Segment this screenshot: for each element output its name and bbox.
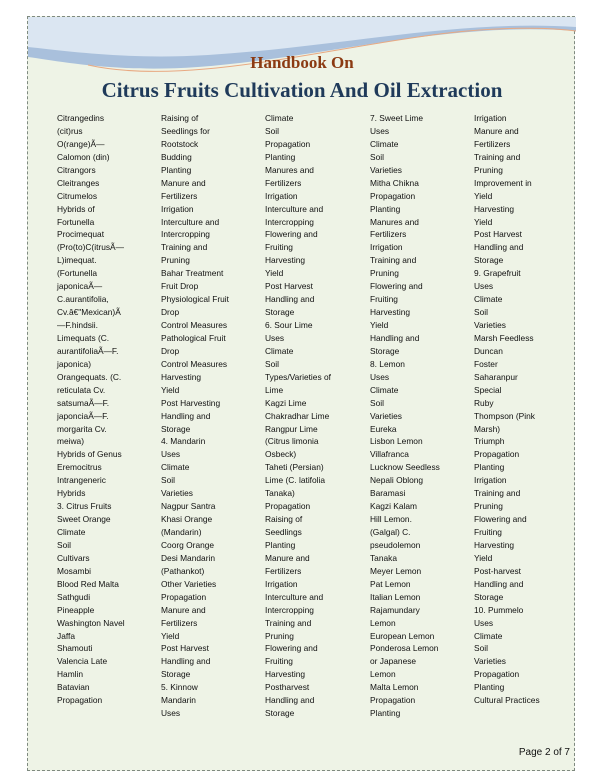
contents-entry: Fertilizers xyxy=(370,229,407,240)
contents-entry: Training and xyxy=(474,151,521,162)
contents-entry: Propagation xyxy=(57,695,103,706)
contents-entry: (Galgal) C. xyxy=(370,527,411,537)
contents-entry: Post-harvest xyxy=(474,565,522,576)
contents-entry: Harvesting xyxy=(474,539,515,550)
contents-entry: Hybrids of xyxy=(57,203,95,214)
contents-entry: Interculture and xyxy=(265,591,324,602)
contents-entry: Planting xyxy=(474,462,505,473)
contents-entry: Control Measures xyxy=(161,358,228,369)
contents-entry: 6. Sour Lime xyxy=(265,320,313,330)
contents-entry: Desi Mandarin xyxy=(161,552,215,563)
contents-column-4 xyxy=(370,112,440,720)
contents-entry: Cultivars xyxy=(57,552,90,563)
contents-entry: Nagpur Santra xyxy=(161,501,216,512)
contents-entry: Manures and xyxy=(370,216,419,227)
contents-column-1 xyxy=(57,112,125,707)
contents-entry: Pat Lemon xyxy=(370,578,411,589)
contents-entry: Other Varieties xyxy=(161,578,217,589)
contents-entry: Manure and xyxy=(474,125,519,136)
contents-entry: Storage xyxy=(474,255,504,266)
contents-entry: Planting xyxy=(161,164,192,175)
contents-entry: Ponderosa Lemon xyxy=(370,643,439,654)
contents-entry: O(range)Ã— xyxy=(57,138,105,149)
contents-entry: Osbeck) xyxy=(265,449,297,460)
title-block xyxy=(28,53,576,103)
contents-entry: Tanaka xyxy=(370,552,398,563)
contents-entry: Thompson (Pink xyxy=(474,410,535,421)
contents-entry: Coorg Orange xyxy=(161,539,215,550)
contents-entry: Manure and xyxy=(161,177,206,188)
contents-entry: Training and xyxy=(370,255,417,266)
contents-entry: Harvesting xyxy=(161,371,202,382)
contents-entry: Fertilizers xyxy=(474,138,511,149)
contents-entry: Soil xyxy=(57,539,71,550)
contents-entry: Taheti (Persian) xyxy=(265,462,324,473)
contents-entry: Citrangors xyxy=(57,164,96,175)
contents-entry: Sathgudi xyxy=(57,591,91,602)
contents-entry: Storage xyxy=(265,307,295,318)
contents-entry: Post Harvest xyxy=(161,643,209,654)
contents-entry: Handling and xyxy=(161,410,211,421)
contents-entry: Fruit Drop xyxy=(161,281,199,292)
contents-entry: Flowering and xyxy=(474,514,527,525)
contents-entry: Baramasi xyxy=(370,488,406,499)
contents-entry: Handling and xyxy=(474,242,524,253)
contents-entry: Mosambi xyxy=(57,565,91,576)
contents-entry: Uses xyxy=(474,617,494,628)
contents-entry: satsumaÃ—F. xyxy=(57,397,110,408)
contents-entry: Yield xyxy=(474,216,493,227)
contents-entry: Hill Lemon. xyxy=(370,514,412,525)
contents-entry: Storage xyxy=(161,669,191,680)
contents-entry: L)imequat. xyxy=(57,255,97,266)
contents-entry: Cultural Practices xyxy=(474,695,540,706)
contents-entry: Propagation xyxy=(370,695,416,706)
contents-entry: Special xyxy=(474,384,502,395)
contents-entry: Citrumelos xyxy=(57,190,98,201)
contents-entry: Climate xyxy=(161,462,190,473)
contents-entry: japonica) xyxy=(57,358,91,369)
contents-entry: Fruiting xyxy=(474,527,502,537)
contents-entry: Procimequat xyxy=(57,229,105,240)
contents-entry: Climate xyxy=(265,113,294,123)
contents-entry: (Pro(to)C(itrusÃ— xyxy=(57,242,125,253)
contents-entry: Manure and xyxy=(161,604,206,615)
contents-entry: Tanaka) xyxy=(265,488,295,499)
contents-entry: Climate xyxy=(265,345,294,356)
contents-entry: Pruning xyxy=(265,630,294,641)
contents-entry: Seedlings for xyxy=(161,125,210,136)
contents-entry: Lisbon Lemon xyxy=(370,436,423,447)
contents-entry: Harvesting xyxy=(370,307,411,318)
contents-entry: Fruiting xyxy=(370,294,398,305)
contents-entry: Saharanpur xyxy=(474,371,518,382)
contents-column-5 xyxy=(474,112,540,707)
contents-entry: Storage xyxy=(370,345,400,356)
contents-entry: Climate xyxy=(370,384,399,395)
contents-entry: Cleitranges xyxy=(57,177,100,188)
contents-entry: Post Harvest xyxy=(474,229,522,240)
contents-entry: Varieties xyxy=(370,410,402,421)
contents-entry: Climate xyxy=(370,138,399,149)
contents-entry: Irrigation xyxy=(474,475,507,486)
contents-entry: Raising of xyxy=(161,113,199,123)
contents-entry: Hybrids xyxy=(57,488,86,499)
contents-entry: Meyer Lemon xyxy=(370,565,422,576)
contents-entry: Flowering and xyxy=(265,229,318,240)
contents-entry: Storage xyxy=(265,708,295,719)
contents-entry: Seedlings xyxy=(265,527,302,537)
contents-entry: Fertilizers xyxy=(161,617,198,628)
handbook-subtitle: Handbook On xyxy=(250,53,354,72)
contents-entry: Improvement in xyxy=(474,177,532,188)
contents-entry: Planting xyxy=(265,539,296,550)
contents-entry: European Lemon xyxy=(370,630,435,641)
contents-entry: Yield xyxy=(265,268,284,279)
contents-entry: Fertilizers xyxy=(265,177,302,188)
contents-entry: Shamouti xyxy=(57,643,93,654)
contents-entry: Handling and xyxy=(161,656,211,667)
contents-entry: Harvesting xyxy=(265,255,306,266)
contents-entry: Flowering and xyxy=(370,281,423,292)
contents-entry: Planting xyxy=(370,708,401,719)
contents-entry: Control Measures xyxy=(161,320,228,330)
contents-entry: Pruning xyxy=(474,164,503,175)
contents-entry: Training and xyxy=(161,242,208,253)
contents-entry: meiwa) xyxy=(57,436,84,447)
page-number: Page 2 of 7 xyxy=(518,747,570,758)
contents-entry: Yield xyxy=(161,630,180,641)
contents-entry: japonicaÃ— xyxy=(57,281,103,292)
contents-entry: Mandarin xyxy=(161,695,196,706)
contents-entry: Lucknow Seedless xyxy=(370,462,440,473)
contents-entry: Soil xyxy=(474,307,488,318)
contents-entry: Types/Varieties of xyxy=(265,371,331,382)
contents-entry: Marsh) xyxy=(474,423,501,434)
contents-entry: Storage xyxy=(161,423,191,434)
contents-entry: Intercropping xyxy=(161,229,210,240)
contents-entry: Jaffa xyxy=(57,630,76,641)
contents-entry: Uses xyxy=(370,371,390,382)
contents-entry: Uses xyxy=(161,708,181,719)
contents-entry: Calomon (din) xyxy=(57,151,110,162)
contents-entry: 10. Pummelo xyxy=(474,604,524,615)
contents-entry: Soil xyxy=(265,358,279,369)
contents-entry: Malta Lemon xyxy=(370,682,419,693)
contents-entry: Soil xyxy=(370,397,384,408)
contents-entry: 8. Lemon xyxy=(370,358,405,369)
contents-entry: Fertilizers xyxy=(161,190,198,201)
contents-entry: Varieties xyxy=(370,164,402,175)
contents-entry: Fruiting xyxy=(265,656,293,667)
contents-entry: 3. Citrus Fruits xyxy=(57,501,112,512)
contents-entry: Hamlin xyxy=(57,669,84,680)
contents-entry: Training and xyxy=(474,488,521,499)
contents-entry: Planting xyxy=(265,151,296,162)
contents-entry: Sweet Orange xyxy=(57,514,111,525)
contents-entry: (Citrus limonia xyxy=(265,436,319,447)
contents-entry: Rootstock xyxy=(161,138,199,149)
contents-entry: Nepali Oblong xyxy=(370,475,424,486)
contents-entry: Villafranca xyxy=(370,449,409,460)
contents-entry: Harvesting xyxy=(265,669,306,680)
contents-entry: Uses xyxy=(265,332,285,343)
contents-entry: Soil xyxy=(265,125,279,136)
contents-entry: Blood Red Malta xyxy=(57,578,119,589)
contents-entry: Yield xyxy=(370,320,389,330)
contents-entry: Intercropping xyxy=(265,216,314,227)
contents-entry: Pruning xyxy=(161,255,190,266)
contents-entry: Irrigation xyxy=(370,242,403,253)
contents-entry: Drop xyxy=(161,307,180,318)
contents-entry: aurantifoliaÃ—F. xyxy=(57,345,119,356)
contents-entry: Ruby xyxy=(474,397,494,408)
contents-entry: Fortunella xyxy=(57,216,95,227)
contents-entry: Pruning xyxy=(370,268,399,279)
contents-entry: Yield xyxy=(161,384,180,395)
contents-entry: (Fortunella xyxy=(57,268,98,279)
contents-entry: Cv.â€"Mexican)Ã xyxy=(57,307,121,318)
contents-entry: 7. Sweet Lime xyxy=(370,113,424,123)
contents-entry: C.aurantifolia, xyxy=(57,294,109,305)
contents-entry: Training and xyxy=(265,617,312,628)
contents-entry: (Mandarin) xyxy=(161,527,202,537)
contents-entry: Uses xyxy=(370,125,390,136)
contents-entry: Citrangedins xyxy=(57,113,105,123)
contents-entry: Varieties xyxy=(161,488,193,499)
contents-entry: Handling and xyxy=(474,578,524,589)
contents-entry: Manures and xyxy=(265,164,314,175)
contents-entry: Irrigation xyxy=(474,113,507,123)
contents-entry: Handling and xyxy=(370,332,420,343)
contents-entry: Interculture and xyxy=(161,216,220,227)
contents-entry: Handling and xyxy=(265,294,315,305)
contents-entry: Irrigation xyxy=(265,578,298,589)
contents-entry: Yield xyxy=(474,552,493,563)
contents-entry: Rajamundary xyxy=(370,604,420,615)
contents-entry: Soil xyxy=(161,475,175,486)
contents-entry: Climate xyxy=(474,630,503,641)
contents-entry: Postharvest xyxy=(265,682,310,693)
contents-entry: Uses xyxy=(474,281,494,292)
contents-entry: Pruning xyxy=(474,501,503,512)
contents-entry: Fertilizers xyxy=(265,565,302,576)
contents-entry: Interculture and xyxy=(265,203,324,214)
contents-entry: Flowering and xyxy=(265,643,318,654)
contents-entry: Duncan xyxy=(474,345,503,356)
contents-entry: Kagzi Kalam xyxy=(370,501,418,512)
contents-entry: japonciaÃ—F. xyxy=(57,410,109,421)
contents-entry: Triumph xyxy=(474,436,505,447)
contents-entry: Manure and xyxy=(265,552,310,563)
contents-entry: Lime xyxy=(265,384,284,395)
contents-entry: reticulata Cv. xyxy=(57,384,106,395)
contents-entry: Post Harvesting xyxy=(161,397,221,408)
contents-entry: Lime (C. latifolia xyxy=(265,475,326,486)
contents-entry: Propagation xyxy=(474,449,520,460)
contents-entry: Post Harvest xyxy=(265,281,313,292)
contents-entry: 4. Mandarin xyxy=(161,436,206,447)
book-title: Citrus Fruits Cultivation And Oil Extraction xyxy=(101,78,503,102)
contents-entry: Pineapple xyxy=(57,604,95,615)
contents-entry: Irrigation xyxy=(161,203,194,214)
contents-entry: Orangequats. (C. xyxy=(57,371,122,382)
contents-entry: Storage xyxy=(474,591,504,602)
contents-entry: Lemon xyxy=(370,617,396,628)
contents-entry: Kagzi Lime xyxy=(265,397,307,408)
contents-entry: Propagation xyxy=(265,138,311,149)
contents-entry: Valencia Late xyxy=(57,656,108,667)
contents-entry: Varieties xyxy=(474,320,506,330)
contents-entry: Hybrids of Genus xyxy=(57,449,122,460)
contents-entry: Budding xyxy=(161,151,192,162)
contents-entry: Intercropping xyxy=(265,604,314,615)
contents-entry: Eremocitrus xyxy=(57,462,102,473)
contents-entry: 5. Kinnow xyxy=(161,682,198,693)
contents-entry: Propagation xyxy=(161,591,207,602)
contents-entry: Chakradhar Lime xyxy=(265,410,330,421)
contents-entry: Irrigation xyxy=(265,190,298,201)
contents-entry: or Japanese xyxy=(370,656,417,667)
contents-entry: Propagation xyxy=(370,190,416,201)
contents-entry: Bahar Treatment xyxy=(161,268,224,279)
contents-column-2 xyxy=(161,112,229,720)
contents-entry: Climate xyxy=(474,294,503,305)
contents-entry: Fruiting xyxy=(265,242,293,253)
contents-entry: (Pathankot) xyxy=(161,565,205,576)
contents-entry: morgarita Cv. xyxy=(57,423,107,434)
contents-entry: Lemon xyxy=(370,669,396,680)
contents-entry: Planting xyxy=(474,682,505,693)
contents-entry: Uses xyxy=(161,449,181,460)
contents-entry: Harvesting xyxy=(474,203,515,214)
contents-entry: Limequats (C. xyxy=(57,332,110,343)
contents-entry: Khasi Orange xyxy=(161,514,213,525)
contents-entry: Rangpur Lime xyxy=(265,423,318,434)
contents-entry: Drop xyxy=(161,345,180,356)
contents-entry: Italian Lemon xyxy=(370,591,421,602)
contents-column-3 xyxy=(265,112,331,720)
contents-entry: Propagation xyxy=(474,669,520,680)
contents-entry: Marsh Feedless xyxy=(474,332,534,343)
contents-entry: pseudolemon xyxy=(370,539,421,550)
contents-entry: 9. Grapefruit xyxy=(474,268,521,279)
contents-entry: —F.hindsii. xyxy=(57,320,98,330)
contents-entry: Handling and xyxy=(265,695,315,706)
contents-entry: Soil xyxy=(370,151,384,162)
contents-entry: Mitha Chikna xyxy=(370,177,419,188)
contents-entry: Propagation xyxy=(265,501,311,512)
contents-entry: Raising of xyxy=(265,514,303,525)
contents-entry: Pathological Fruit xyxy=(161,332,226,343)
contents-entry: Planting xyxy=(370,203,401,214)
contents-entry: Eureka xyxy=(370,423,397,434)
contents-entry: (cit)rus xyxy=(57,125,83,136)
contents-entry: Varieties xyxy=(474,656,506,667)
contents-entry: Yield xyxy=(474,190,493,201)
contents-columns xyxy=(57,112,557,717)
contents-entry: Intrangeneric xyxy=(57,475,106,486)
contents-entry: Climate xyxy=(57,527,86,537)
contents-entry: Washington Navel xyxy=(57,617,125,628)
contents-entry: Batavian xyxy=(57,682,90,693)
contents-entry: Soil xyxy=(474,643,488,654)
contents-entry: Physiological Fruit xyxy=(161,294,229,305)
contents-entry: Foster xyxy=(474,358,498,369)
